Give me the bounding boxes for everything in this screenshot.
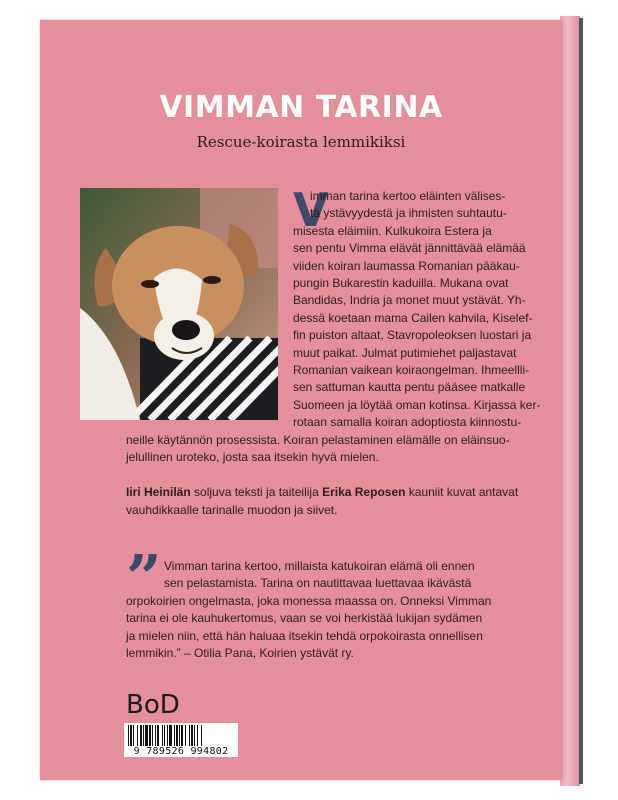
description-line: pungin Bukarestin kaduilla. Mukana ovat — [293, 276, 509, 290]
description-line: sen pentu Vimma elävät jännittävää elämää — [293, 241, 526, 255]
isbn-barcode — [124, 723, 238, 757]
quote-line: orpokoirien ongelmasta, joka monessa maassa on. Onneksi Vimman — [126, 594, 492, 608]
description-line: sen sattuman kautta pentu pääsee matkalle — [293, 380, 526, 394]
quote-line: Vimman tarina kertoo, millaista katukoiran elämä oli ennen — [164, 559, 475, 573]
barcode-icon — [128, 725, 234, 747]
description-line: neille käytännön prosessista. Koiran pelastaminen elämälle on eläinsuo- — [126, 433, 510, 447]
description-line: tä ystävyydestä ja ihmisten suhtautu- — [310, 206, 507, 220]
book-title: VIMMAN TARINA — [159, 90, 443, 125]
description-line: muut paikat. Julmat putimiehet paljastavat — [293, 346, 517, 360]
description-line: Romanian vaikean koiraongelman. Ihmeellli- — [293, 363, 530, 377]
quote-line: ja mielen niin, että hän haluaa itsekin tehdä orpokoirasta onnellisen — [126, 629, 483, 643]
author-name: Iiri Heinilän — [126, 485, 191, 499]
book-subtitle: Rescue-koirasta lemmikiksi — [196, 133, 406, 151]
credits-text: soljuva teksti ja taiteilija — [190, 485, 323, 499]
isbn-number: 9 789526 994802 — [126, 746, 236, 757]
quote-mark: ” — [126, 541, 162, 614]
credits-line: vauhdikkaalle tarinalle muodon ja siivet. — [126, 503, 338, 517]
description-line: jelullinen uroteko, josta saa itsekin hyvä mielen. — [126, 450, 379, 464]
quote-line: lemmikin.” – Otilia Pana, Koirien ystävät ry. — [126, 646, 354, 660]
dog-photo — [80, 188, 278, 420]
drop-cap: V — [293, 183, 329, 237]
quote-line: tarina ei ole kauhukertomus, vaan se voi herkistää lukijan sydämen — [126, 611, 483, 625]
description-line: misesta eläimiin. Kulkukoira Estera ja — [293, 224, 492, 238]
illustrator-name: Erika Reposen — [322, 485, 406, 499]
description-line: dessä koetaan mama Cailen kahvila, Kiselef- — [293, 311, 533, 325]
description-line: viiden koiran laumassa Romanian pääkau- — [293, 259, 520, 273]
spine-edge — [579, 18, 583, 784]
description-line: Bandidas, Indria ja monet muut ystävät. Yh- — [293, 293, 526, 307]
credits-text: kauniit kuvat antavat — [405, 485, 519, 499]
book-spine — [560, 16, 580, 786]
back-cover — [40, 20, 562, 780]
description-line: rotaan samalla koiran adoptiosta kiinnostu- — [293, 415, 522, 429]
description-line: imman tarina kertoo eläinten välises- — [310, 189, 506, 203]
publisher-logo: BoD — [126, 690, 180, 720]
credits-line — [126, 484, 518, 501]
description-line: Suomeen ja löytää oman kotinsa. Kirjassa ker- — [293, 398, 541, 412]
quote-line: sen pelastamista. Tarina on nautittavaa luettavaa ikävästä — [164, 576, 472, 590]
description-line: fin puiston altaat, Stavropoleoksen luostari ja — [293, 328, 532, 342]
